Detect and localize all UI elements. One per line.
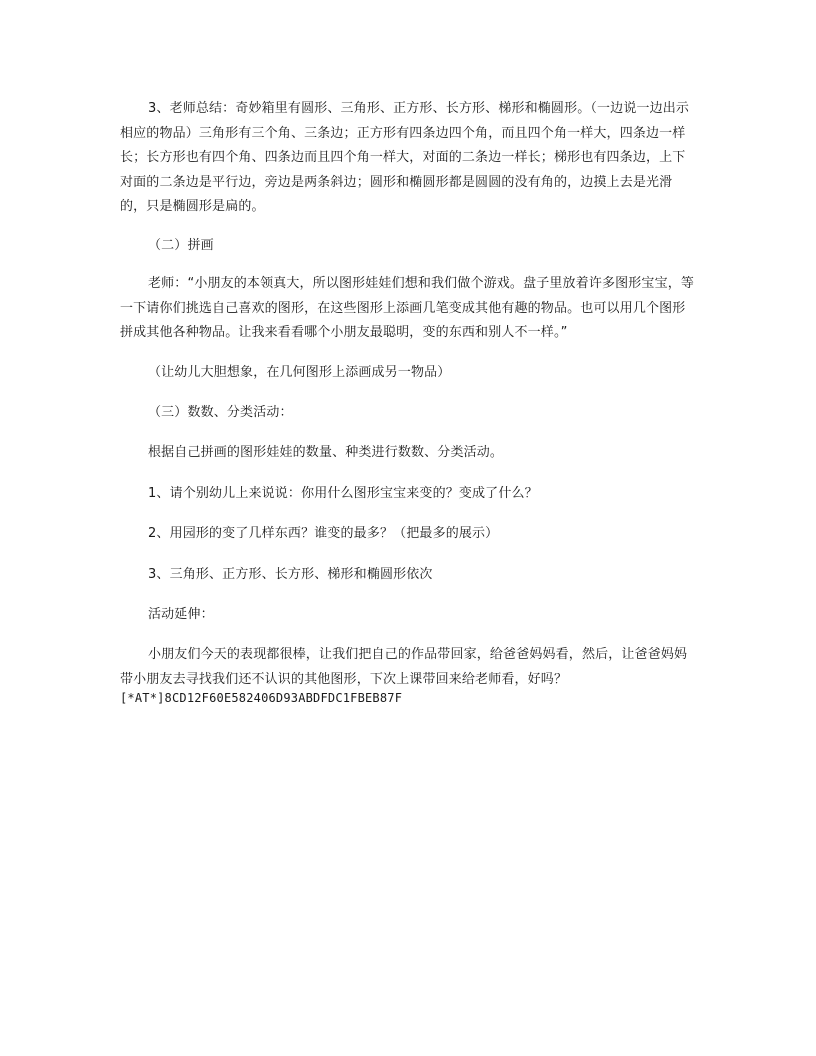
section-heading-counting: （三）数数、分类活动： (148, 405, 293, 420)
paragraph-teacher-summary: 3、老师总结：奇妙箱里有圆形、三角形、正方形、长方形、梯形和椭圆形。（一边说一边出示相应的物品）三角形有三个角、三条边；正方形有四条边四个角，而且四个角一样大，四条边一样长；长方形也有四个角、四条边而且四个角一样大，对面的二条边一样长；梯形也有四条边，上下对面的二条边是平行边，旁边是两条斜边；圆形和椭圆形都是圆圆的没有角的，边摸上去是光滑的，只是椭圆形是扁的。 (120, 101, 690, 214)
paragraph-closing: 小朋友们今天的表现都很棒，让我们把自己的作品带回家，给爸爸妈妈看，然后，让爸爸妈妈带小朋友去寻找我们还不认识的其他图形，下次上课带回来给老师看，好吗？ (120, 647, 688, 687)
document-footer-code: [*AT*]8CD12F60E582406D93ABDFDC1FBEB87F (120, 691, 403, 705)
section-heading-drawing: （二）拼画 (148, 238, 214, 253)
paragraph-counting-activity: 根据自己拼画的图形娃娃的数量、种类进行数数、分类活动。 (148, 445, 504, 460)
list-item-2: 2、用园形的变了几样东西？谁变的最多？（把最多的展示） (148, 526, 499, 541)
paragraph-teacher-instructions: 老师：“小朋友的本领真大，所以图形娃娃们想和我们做个游戏。盘子里放着许多图形宝宝，等一下请你们挑选自己喜欢的图形，在这些图形上添画几笔变成其他有趣的物品。也可以用几个图形拼成其他各种物品。让我来看看哪个小朋友最聪明，变的东西和别人不一样。” (120, 276, 695, 340)
list-item-1: 1、请个别幼儿上来说说：你用什么图形宝宝来变的？变成了什么？ (148, 486, 538, 501)
section-heading-extension: 活动延伸： (148, 607, 214, 622)
paragraph-imagination-note: （让幼儿大胆想象，在几何图形上添画成另一物品） (148, 365, 451, 380)
list-item-3: 3、三角形、正方形、长方形、梯形和椭圆形依次 (148, 567, 433, 582)
